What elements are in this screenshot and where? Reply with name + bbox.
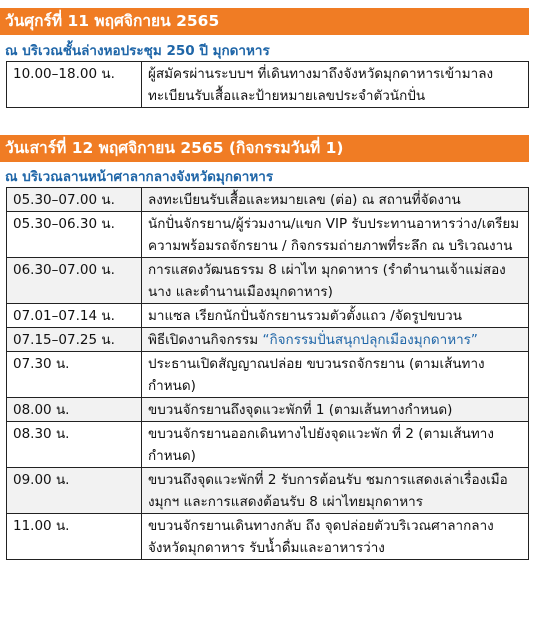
table-row (7, 62, 529, 108)
time-cell: 07.01–07.14 น. (7, 304, 142, 328)
day1-schedule-table (6, 61, 529, 108)
table-row (7, 352, 529, 398)
time-cell: 07.30 น. (7, 352, 142, 398)
activity-text: พิธีเปิดงานกิจกรรม (148, 332, 263, 348)
day2-schedule-table (6, 187, 529, 560)
time-cell: 09.00 น. (7, 468, 142, 514)
activity-cell: ขบวนจักรยานเดินทางกลับ ถึง จุดปล่อยตัวบริเวณศาลากลาง จังหวัดมุกดาหาร รับน้ำดื่มและอาหารว่าง (142, 514, 529, 560)
day2-header: วันเสาร์ที่ 12 พฤศจิกายน 2565 (กิจกรรมวันที่ 1) (0, 135, 529, 162)
activity-cell (142, 328, 529, 352)
activity-cell: มาแซล เรียกนักปั่นจักรยานรวมตัวตั้งแถว /จัดรูปขบวน (142, 304, 529, 328)
time-cell: 05.30–07.00 น. (7, 188, 142, 212)
table-row (7, 258, 529, 304)
activity-cell: การแสดงวัฒนธรรม 8 เผ่าไท มุกดาหาร (รำตำนานเจ้าแม่สองนาง และตำนานเมืองมุกดาหาร) (142, 258, 529, 304)
activity-cell: ลงทะเบียนรับเสื้อและหมายเลข (ต่อ) ณ สถานที่จัดงาน (142, 188, 529, 212)
time-cell: 06.30–07.00 น. (7, 258, 142, 304)
activity-cell: นักปั่นจักรยาน/ผู้ร่วมงาน/แขก VIP รับประทานอาหารว่าง/เตรียมความพร้อมรถจักรยาน / กิจกรรมถ่ายภาพที่ระลึก ณ บริเวณงาน (142, 212, 529, 258)
day1-venue: ณ บริเวณชั้นล่างหอประชุม 250 ปี มุกดาหาร (5, 43, 270, 59)
activity-cell: ประธานเปิดสัญญาณปล่อย ขบวนรถจักรยาน (ตามเส้นทางกำหนด) (142, 352, 529, 398)
table-row (7, 304, 529, 328)
table-row (7, 422, 529, 468)
time-cell: 08.30 น. (7, 422, 142, 468)
activity-cell: ผู้สมัครผ่านระบบฯ ที่เดินทางมาถึงจังหวัดมุกดาหารเข้ามาลงทะเบียนรับเสื้อและป้ายหมายเลขประจำตัวนักปั่น (142, 62, 529, 108)
time-cell: 08.00 น. (7, 398, 142, 422)
time-cell: 07.15–07.25 น. (7, 328, 142, 352)
activity-cell: ขบวนจักรยานออกเดินทางไปยังจุดแวะพัก ที่ 2 (ตามเส้นทางกำหนด) (142, 422, 529, 468)
table-row (7, 188, 529, 212)
event-name-link: “กิจกรรมปั่นสนุกปลุกเมืองมุกดาหาร” (262, 332, 478, 348)
time-cell: 11.00 น. (7, 514, 142, 560)
time-cell: 05.30–06.30 น. (7, 212, 142, 258)
time-cell: 10.00–18.00 น. (7, 62, 142, 108)
table-row (7, 468, 529, 514)
activity-cell: ขบวนถึงจุดแวะพักที่ 2 รับการต้อนรับ ชมการแสดงเล่าเรื่องเมืองมุกฯ และการแสดงต้อนรับ 8 เผ่าไทยมุกดาหาร (142, 468, 529, 514)
day1-header: วันศุกร์ที่ 11 พฤศจิกายน 2565 (0, 8, 529, 35)
table-row (7, 398, 529, 422)
table-row (7, 212, 529, 258)
table-row (7, 328, 529, 352)
table-row (7, 514, 529, 560)
activity-cell: ขบวนจักรยานถึงจุดแวะพักที่ 1 (ตามเส้นทางกำหนด) (142, 398, 529, 422)
day2-venue: ณ บริเวณลานหน้าศาลากลางจังหวัดมุกดาหาร (5, 169, 274, 185)
